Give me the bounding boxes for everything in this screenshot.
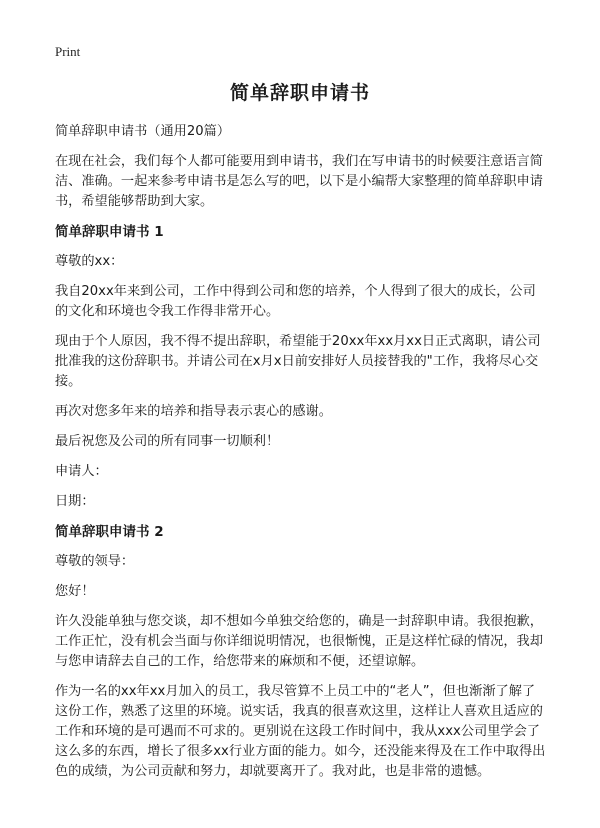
section-1-paragraph-4: 最后祝您及公司的所有同事一切顺利！: [55, 434, 280, 449]
section-2-paragraph-2: 作为一名的xx年xx月加入的员工，我尽管算不上员工中的“老人”，但也渐渐了解了这份工作，熟悉了这里的环境。说实话，我真的很喜欢这里，这样让人喜欢且适应的工作和环境的是可遇而不可求的。更别说在这段工作时间中，我从xxx公司里学会了这么多的东西，增长了很多xx行业方面的能力。如今，还没能来得及在工作中取得出色的成绩，为公司贡献和努力，却就要离开了。我对此，也是非常的遗憾。: [55, 684, 546, 779]
section-1-paragraph-1: 我自20xx年来到公司，工作中得到公司和您的培养，个人得到了很大的成长，公司的文化和环境也令我工作得非常开心。: [55, 284, 536, 319]
subtitle: 简单辞职申请书（通用20篇）: [55, 124, 231, 139]
section-2-paragraph-1: 许久没能单独与您交谈，却不想如今单独交给您的，确是一封辞职申请。我很抱歉，工作正忙，没有机会当面与你详细说明情况，也很惭愧，正是这样忙碌的情况，我却与您申请辞去自己的工作，给您带来的麻烦和不便，还望谅解。: [55, 614, 543, 669]
section-1-salutation: 尊敬的xx：: [55, 254, 124, 269]
section-1-paragraph-3: 再次对您多年来的培养和指导表示衷心的感谢。: [55, 404, 332, 419]
section-2-heading: 简单辞职申请书 2: [55, 524, 164, 540]
section-2-greeting: 您好！: [55, 584, 95, 599]
page-title: 简单辞职申请书: [229, 82, 370, 104]
section-1-paragraph-2: 现由于个人原因，我不得不提出辞职，希望能于20xx年xx月xx日正式离职，请公司批准我的这份辞职书。并请公司在x月x日前安排好人员接替我的"工作，我将尽心交接。: [55, 334, 541, 389]
section-1-date: 日期：: [55, 494, 95, 509]
section-2-salutation: 尊敬的领导：: [55, 554, 135, 569]
document-body: [55, 122, 548, 792]
section-1-heading: 简单辞职申请书 1: [55, 224, 164, 240]
print-link[interactable]: Print: [55, 44, 81, 59]
intro-paragraph: 在现在社会，我们每个人都可能要用到申请书，我们在写申请书的时候要注意语言简洁、准确。一起来参考申请书是怎么写的吧，以下是小编帮大家整理的简单辞职申请书，希望能够帮助到大家。: [55, 154, 543, 209]
section-1-applicant: 申请人：: [55, 464, 108, 479]
